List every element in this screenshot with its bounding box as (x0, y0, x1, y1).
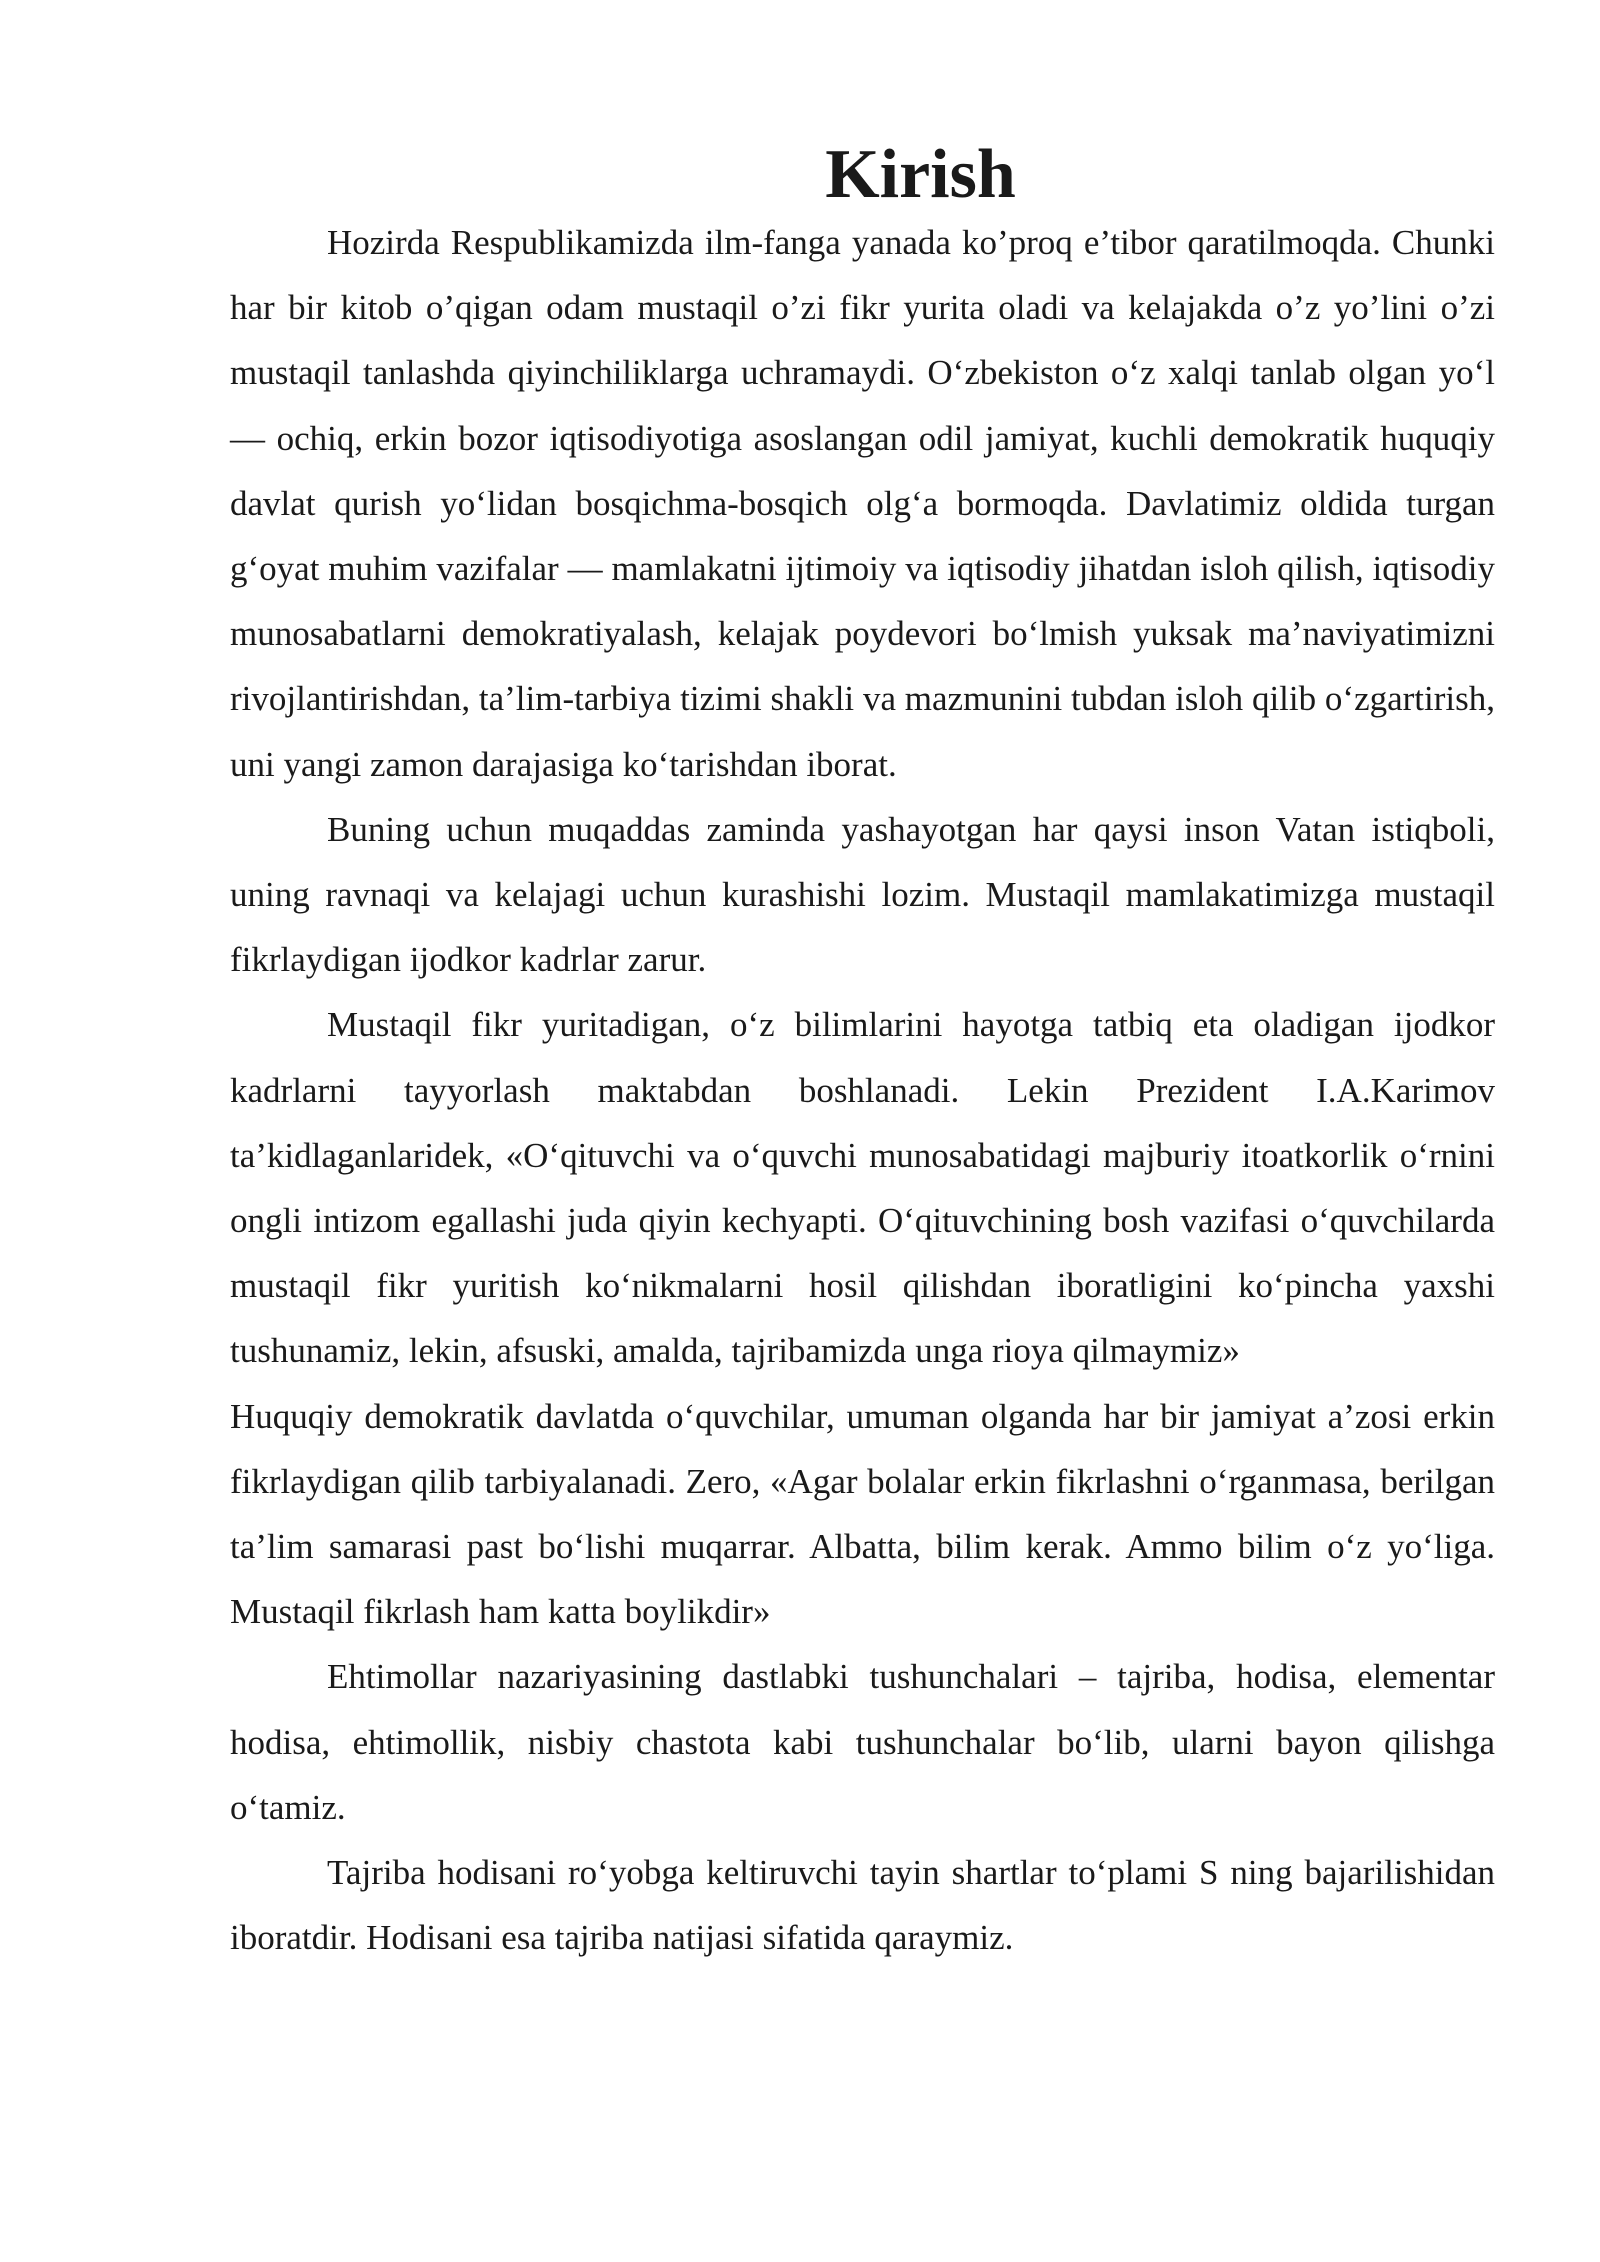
paragraph-6: Tajriba hodisani ro‘yobga keltiruvchi tayin shartlar to‘plami S ning bajarilishidan iboratdir. Hodisani esa tajriba natijasi sifatida qaraymiz. (230, 1853, 1495, 1958)
paragraph-1: Hozirda Respublikamizda ilm-fanga yanada ko’proq e’tibor qaratilmoqda. Chunki har bir kitob o’qigan odam mustaqil o’zi fikr yurita oladi va kelajakda o’z yo’lini o’zi mustaqil tanlashda qiyinchiliklarga uchramaydi. O‘zbekiston o‘z xalqi tanlab olgan yo‘l — ochiq, erkin bozor iqtisodiyotiga asoslangan odil jamiyat, kuchli demokratik huquqiy davlat qurish yo‘lidan bosqichma-bosqich olg‘a bormoqda. Davlatimiz oldida turgan g‘oyat muhim vazifalar — mamlakatni ijtimoiy va iqtisodiy jihatdan isloh qilish, iqtisodiy munosabatlarni demokratiyalash, kelajak poydevori bo‘lmish yuksak ma’naviyatimizni rivojlantirishdan, ta’lim-tarbiya tizimi shakli va mazmunini tubdan isloh qilib o‘zgartirish, uni yangi zamon darajasiga ko‘tarishdan iborat. (230, 223, 1495, 784)
page-title: Kirish (825, 136, 1016, 213)
paragraph-5: Ehtimollar nazariyasining dastlabki tushunchalari – tajriba, hodisa, elementar hodisa, ehtimollik, nisbiy chastota kabi tushunchalar bo‘lib, ularni bayon qilishga o‘tamiz. (230, 1657, 1495, 1827)
paragraph-4: Huquqiy demokratik davlatda o‘quvchilar, umuman olganda har bir jamiyat a’zosi erkin fikrlaydigan qilib tarbiyalanadi. Zero, «Agar bolalar erkin fikrlashni o‘rganmasa, berilgan ta’lim samarasi past bo‘lishi muqarrar. Albatta, bilim kerak. Ammo bilim o‘z yo‘liga. Mustaqil fikrlash ham katta boylikdir» (230, 1396, 1495, 1632)
paragraph-3: Mustaqil fikr yuritadigan, o‘z bilimlarini hayotga tatbiq eta oladigan ijodkor kadrlarni tayyorlash maktabdan boshlanadi. Lekin Prezident I.A.Karimov ta’kidlaganlaridek, «O‘qituvchi va o‘quvchi munosabatidagi majburiy itoatkorlik o‘rnini ongli intizom egallashi juda qiyin kechyapti. O‘qituvchining bosh vazifasi o‘quvchilarda mustaqil fikr yuritish ko‘nikmalarni hosil qilishdan iboratligini ko‘pincha yaxshi tushunamiz, lekin, afsuski, amalda, tajribamizda unga rioya qilmaymiz» (230, 1005, 1495, 1371)
paragraph-2: Buning uchun muqaddas zaminda yashayotgan har qaysi inson Vatan istiqboli, uning ravnaqi va kelajagi uchun kurashishi lozim. Mustaqil mamlakatimizga mustaqil fikrlaydigan ijodkor kadrlar zarur. (230, 809, 1495, 980)
document-page (230, 136, 1495, 1970)
